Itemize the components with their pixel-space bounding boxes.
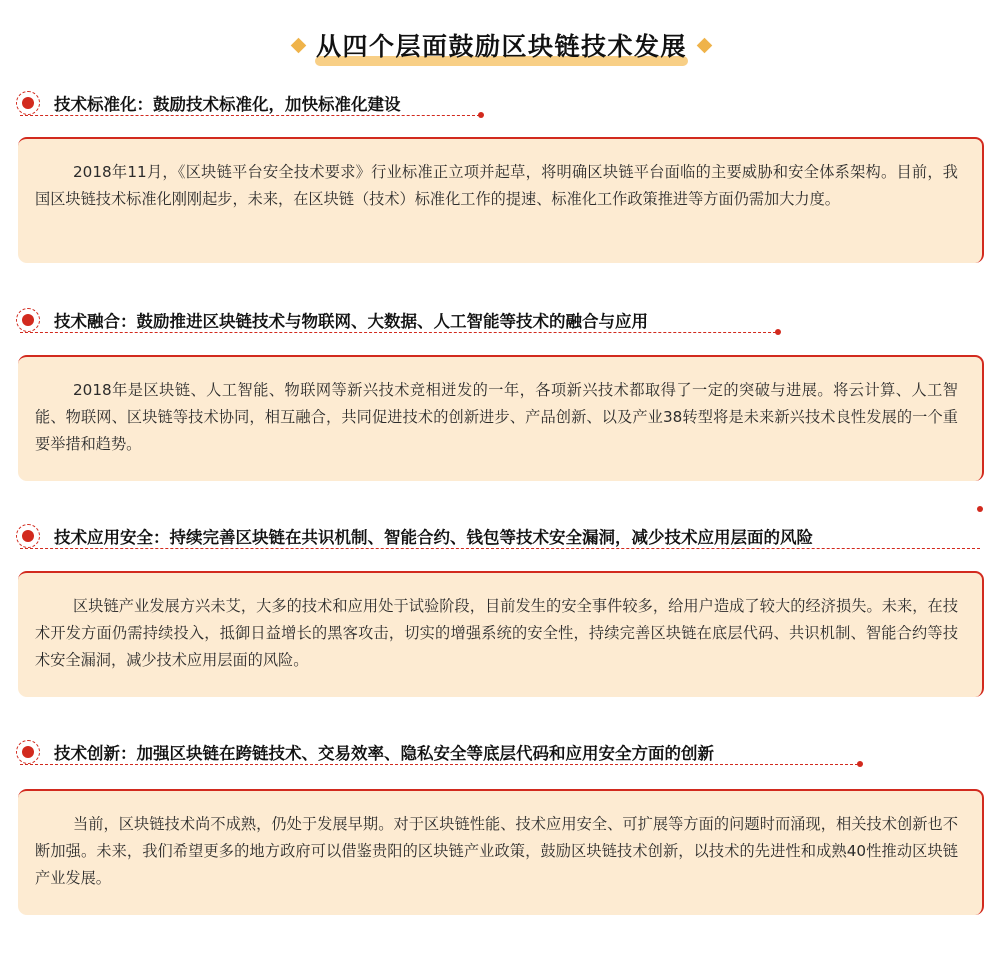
heading-underline — [20, 764, 858, 765]
heading-underline — [20, 115, 480, 116]
bullet-target-icon — [16, 308, 40, 332]
section-heading — [16, 737, 714, 767]
section-card — [18, 137, 984, 263]
diamond-left-icon — [291, 37, 307, 53]
underline-end-dot — [478, 112, 484, 118]
section-heading — [16, 88, 401, 118]
heading-underline — [20, 548, 980, 549]
section-heading — [16, 521, 813, 551]
section-body-text: 区块链产业发展方兴未艾，大多的技术和应用处于试验阶段，目前发生的安全事件较多，给用户造成了较大的经济损失。未来，在技术开发方面仍需持续投入，抵御日益增长的黑客攻击，切实的增强系统的安全性，持续完善区块链在底层代码、共识机制、智能合约等技术安全漏洞，减少技术应用层面的风险。 — [35, 597, 958, 669]
section-body-text: 2018年是区块链、人工智能、物联网等新兴技术竞相迸发的一年，各项新兴技术都取得了一定的突破与进展。将云计算、人工智能、物联网、区块链等技术协同，相互融合，共同促进技术的创新进步、产品创新、以及产业38转型将是未来新兴技术良性发展的一个重要举措和趋势。 — [35, 381, 958, 453]
section-heading-text: 技术标准化：鼓励技术标准化，加快标准化建设 — [54, 95, 401, 114]
page-title-banner — [0, 22, 1003, 68]
underline-end-dot — [857, 761, 863, 767]
page-title: 从四个层面鼓励区块链技术发展 — [315, 32, 687, 61]
bullet-target-icon — [16, 740, 40, 764]
section-card — [18, 355, 984, 481]
bullet-target-icon — [16, 524, 40, 548]
diamond-right-icon — [697, 37, 713, 53]
section-heading-text: 技术创新：加强区块链在跨链技术、交易效率、隐私安全等底层代码和应用安全方面的创新 — [54, 744, 714, 763]
section-card — [18, 789, 984, 915]
decorative-dot — [977, 506, 983, 512]
section-heading-text: 技术融合：鼓励推进区块链技术与物联网、大数据、人工智能等技术的融合与应用 — [54, 312, 648, 331]
section-heading — [16, 305, 648, 335]
underline-end-dot — [775, 329, 781, 335]
bullet-target-icon — [16, 91, 40, 115]
section-heading-text: 技术应用安全：持续完善区块链在共识机制、智能合约、钱包等技术安全漏洞，减少技术应用层面的风险 — [54, 528, 813, 547]
section-card — [18, 571, 984, 697]
heading-underline — [20, 332, 776, 333]
section-body-text: 当前，区块链技术尚不成熟，仍处于发展早期。对于区块链性能、技术应用安全、可扩展等方面的问题时而涌现，相关技术创新也不断加强。未来，我们希望更多的地方政府可以借鉴贵阳的区块链产业政策，鼓励区块链技术创新，以技术的先进性和成熟40性推动区块链产业发展。 — [35, 815, 958, 887]
section-body-text: 2018年11月，《区块链平台安全技术要求》行业标准正立项并起草，将明确区块链平台面临的主要威胁和安全体系架构。目前，我国区块链技术标准化刚刚起步，未来，在区块链（技术）标准化工作的提速、标准化工作政策推进等方面仍需加大力度。 — [35, 163, 958, 208]
